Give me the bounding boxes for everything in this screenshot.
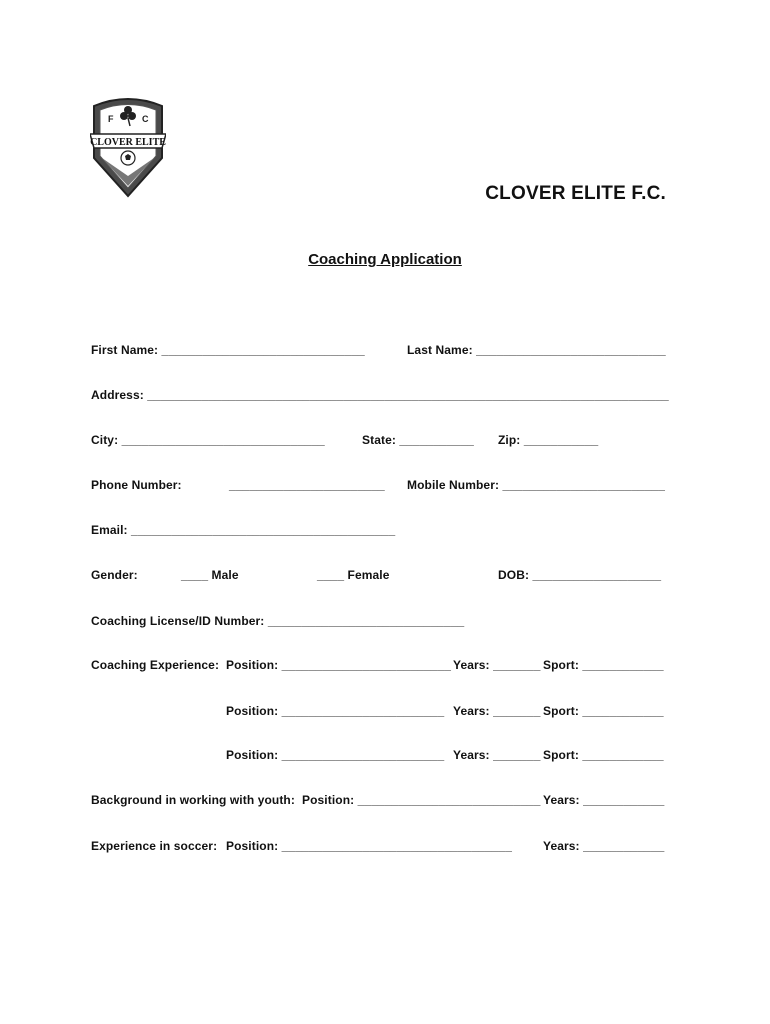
club-crest-logo	[90, 96, 166, 200]
youth-position-field[interactable]: Position: ___________________________	[302, 793, 541, 807]
coaching-sport-field-2[interactable]: Sport: ____________	[543, 704, 664, 718]
license-field[interactable]: Coaching License/ID Number: _____________________________	[91, 614, 465, 628]
coaching-years-field-2[interactable]: Years: _______	[453, 704, 541, 718]
gender-label: Gender:	[91, 568, 138, 582]
city-field[interactable]: City: ______________________________	[91, 433, 325, 447]
state-field[interactable]: State: ___________	[362, 433, 474, 447]
gender-male-option[interactable]: ____ Male	[181, 568, 239, 582]
soccer-ball-icon	[121, 151, 135, 165]
form-title: Coaching Application	[308, 251, 462, 268]
coaching-position-field-1[interactable]: Position: _________________________	[226, 658, 452, 672]
first-name-field[interactable]: First Name: ______________________________	[91, 343, 365, 357]
soccer-years-field[interactable]: Years: ____________	[543, 839, 665, 853]
coaching-years-field-3[interactable]: Years: _______	[453, 748, 541, 762]
address-field[interactable]: Address: _____________________________________________________________________________	[91, 388, 669, 402]
coaching-sport-field-1[interactable]: Sport: ____________	[543, 658, 664, 672]
mobile-field[interactable]: Mobile Number: ________________________	[407, 478, 666, 492]
soccer-experience-label: Experience in soccer:	[91, 839, 218, 853]
coaching-sport-field-3[interactable]: Sport: ____________	[543, 748, 664, 762]
youth-years-field[interactable]: Years: ____________	[543, 793, 665, 807]
gender-female-option[interactable]: ____ Female	[317, 568, 390, 582]
organization-name: CLOVER ELITE F.C.	[485, 183, 666, 204]
coaching-position-field-2[interactable]: Position: ________________________	[226, 704, 445, 718]
coaching-experience-label: Coaching Experience:	[91, 658, 220, 672]
zip-field[interactable]: Zip: ___________	[498, 433, 599, 447]
logo-letter-c: C	[142, 114, 149, 124]
logo-letter-f: F	[108, 114, 114, 124]
coaching-position-field-3[interactable]: Position: ________________________	[226, 748, 445, 762]
youth-background-label: Background in working with youth:	[91, 793, 295, 807]
dob-field[interactable]: DOB: ___________________	[498, 568, 662, 582]
soccer-position-field[interactable]: Position: __________________________________	[226, 839, 512, 853]
last-name-field[interactable]: Last Name: ____________________________	[407, 343, 666, 357]
phone-field[interactable]: _______________________	[229, 478, 385, 492]
logo-banner-text: CLOVER ELITE	[90, 137, 166, 148]
coaching-years-field-1[interactable]: Years: _______	[453, 658, 541, 672]
email-field[interactable]: Email: _______________________________________	[91, 523, 396, 537]
phone-label: Phone Number:	[91, 478, 182, 492]
